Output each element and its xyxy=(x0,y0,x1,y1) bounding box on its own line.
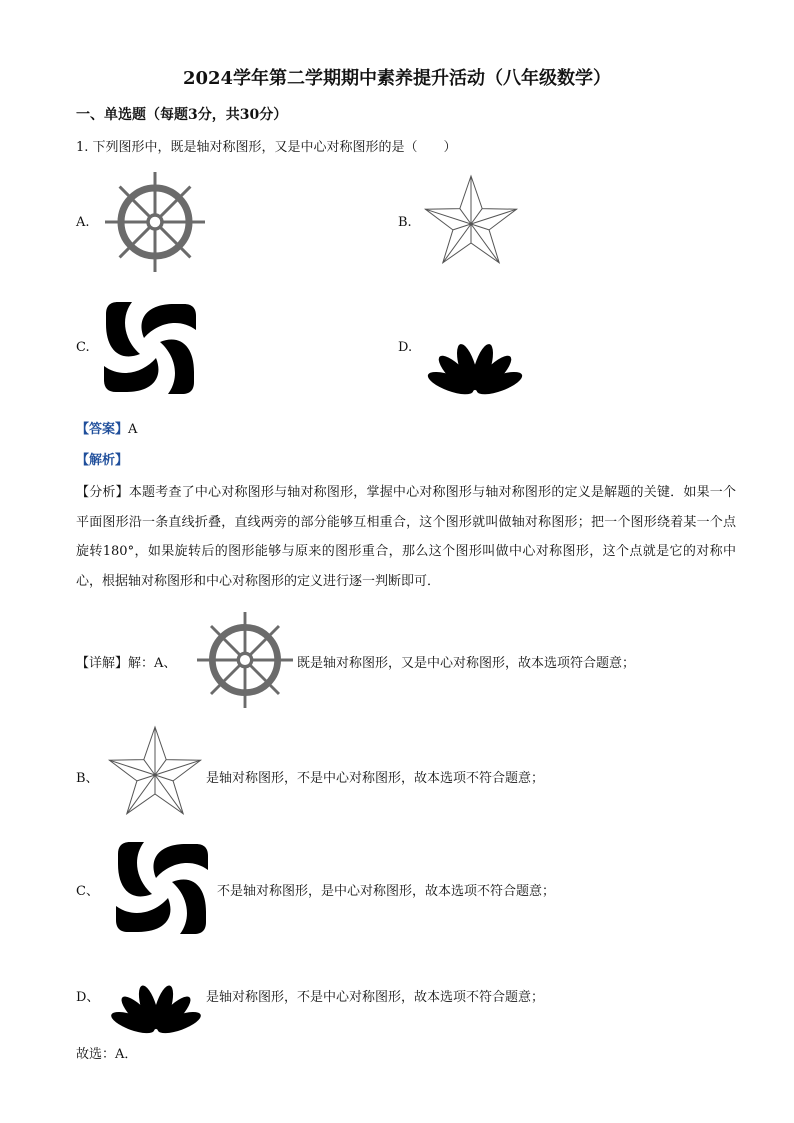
question-stem xyxy=(76,136,457,155)
detail-c-text: 不是轴对称图形，是中心对称图形，故本选项不符合题意； xyxy=(217,884,556,899)
analysis-text: 本题考查了中心对称图形与轴对称图形，掌握中心对称图形与轴对称图形的定义是解题的关键．如果一个平面图形沿一条直线折叠，直线两旁的部分能够互相重合，这个图形就叫做轴对称图形；把一个图形绕着某一个点旋转180°，如果旋转后的图形能够与原来的图形重合，那么这个图形叫做中心对称图形，这个点就是它的对称中心，根据轴对称图形和中心对称图形的定义进行逐一判断即可． xyxy=(76,485,736,589)
analysis-paragraph xyxy=(76,478,736,596)
page-title: 2024学年第二学期期中素养提升活动（八年级数学） xyxy=(182,68,612,89)
detail-a-text: 既是轴对称图形，又是中心对称图形，故本选项符合题意； xyxy=(297,656,636,671)
detail-b-text: 是轴对称图形，不是中心对称图形，故本选项不符合题意； xyxy=(206,771,545,786)
detail-c-label: C、 xyxy=(76,884,99,899)
conclusion: 故选：A． xyxy=(76,1047,138,1062)
petal-fan-icon xyxy=(420,302,530,394)
analysis-label: 【分析】 xyxy=(76,485,129,500)
ship-wheel-icon xyxy=(105,170,205,274)
pinwheel-icon xyxy=(114,840,210,936)
petal-fan-icon xyxy=(104,943,208,1033)
answer-tag: 【答案】 xyxy=(76,422,129,437)
analysis-tag: 【解析】 xyxy=(76,453,129,468)
section-heading: 一、单选题（每题3分，共30分） xyxy=(76,107,288,123)
analysis-heading xyxy=(76,449,128,468)
answer-value: A xyxy=(128,422,138,437)
question-text: 下列图形中，既是轴对称图形，又是中心对称图形的是（ ） xyxy=(92,140,457,155)
five-point-star-icon xyxy=(419,174,523,272)
option-b-label: B. xyxy=(398,215,412,230)
question-number: 1. xyxy=(76,140,89,155)
pinwheel-icon xyxy=(102,300,198,396)
detail-intro: 解：A、 xyxy=(128,656,177,671)
ship-wheel-icon xyxy=(197,605,293,715)
detail-d-label: D、 xyxy=(76,990,100,1005)
answer-line xyxy=(76,418,137,437)
five-point-star-icon xyxy=(103,725,207,823)
detail-a-prefix xyxy=(76,652,176,671)
option-c-label: C. xyxy=(76,340,90,355)
detail-tag: 【详解】 xyxy=(76,656,129,671)
detail-d-text: 是轴对称图形，不是中心对称图形，故本选项不符合题意； xyxy=(206,990,545,1005)
detail-b-label: B、 xyxy=(76,771,99,786)
option-d-label: D. xyxy=(398,340,413,355)
option-a-label: A. xyxy=(76,215,90,230)
